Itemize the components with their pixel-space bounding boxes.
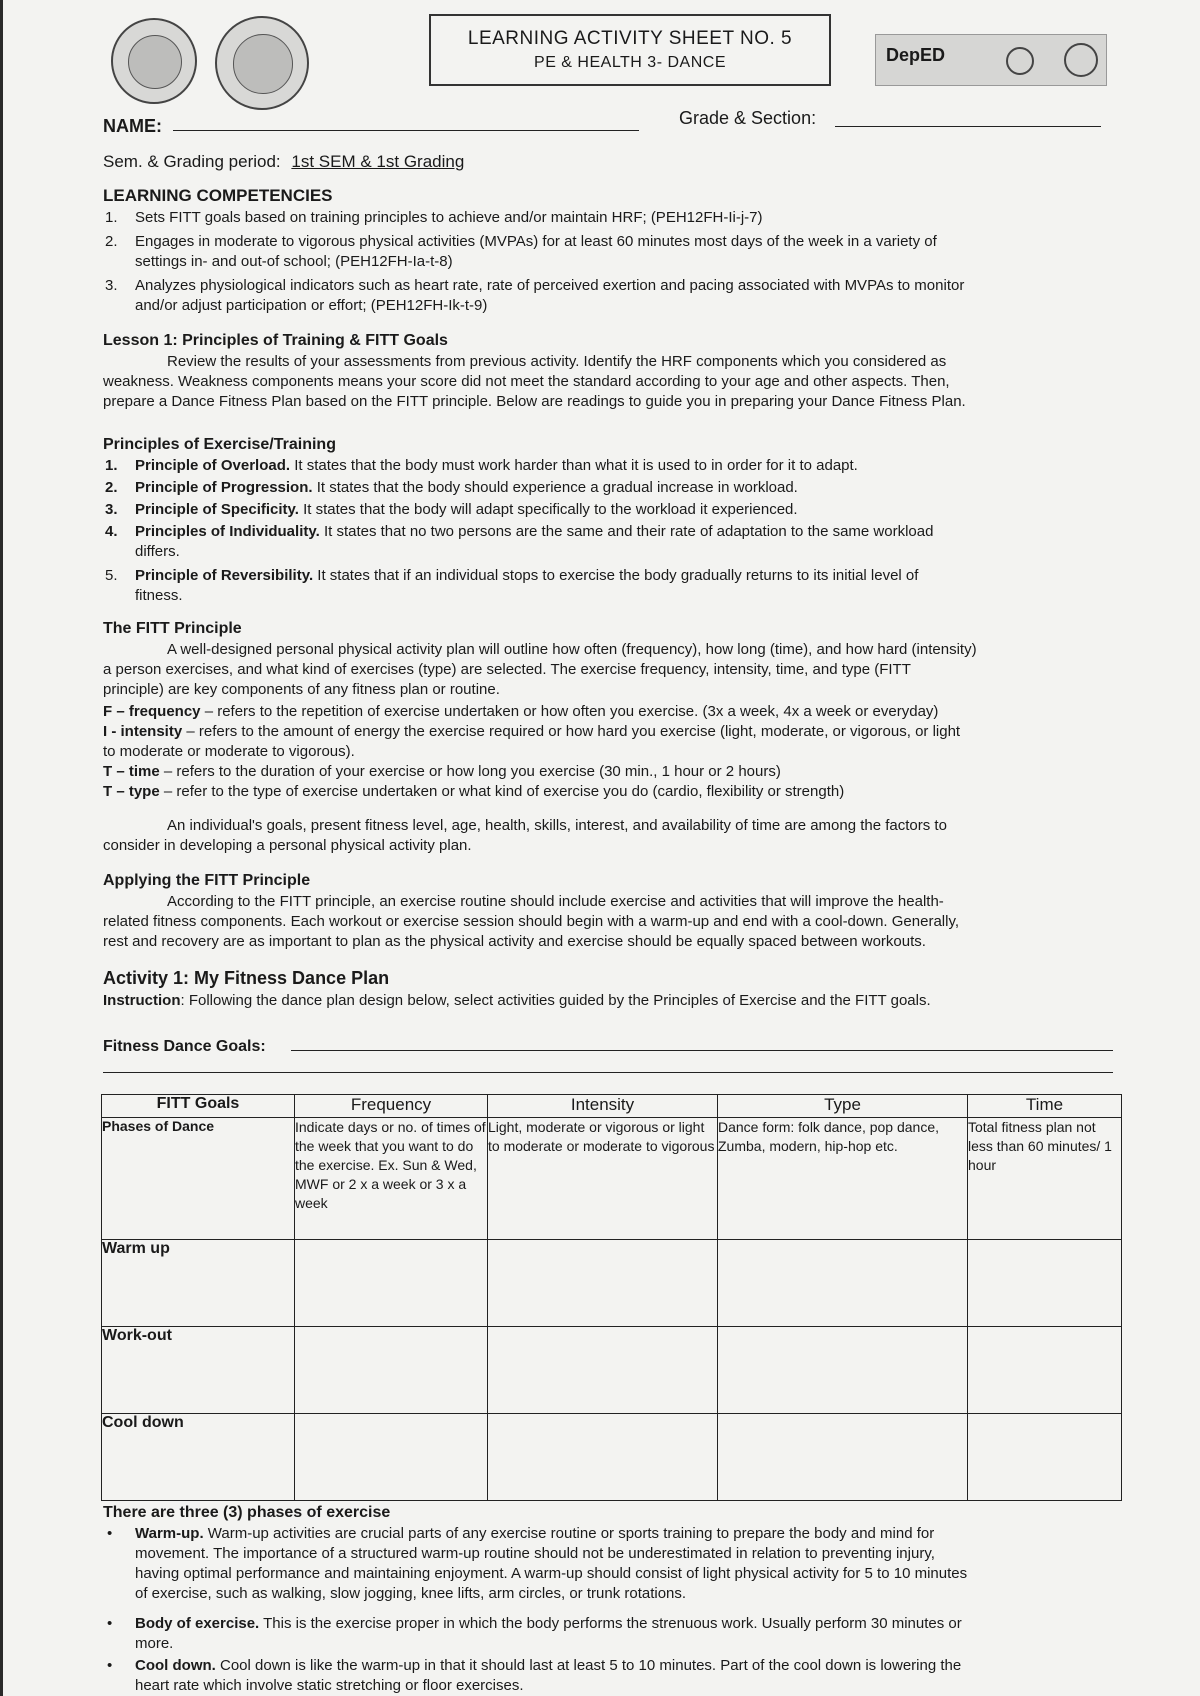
fitt-def-time: T – time – refers to the duration of your exercise or how long you exercise (30 min., 1 hour or 2 hours) xyxy=(103,763,781,780)
competency-item: 1. Sets FITT goals based on training principles to achieve and/or maintain HRF; (PEH12FH-Ii-j-7) xyxy=(105,209,763,226)
intensity-description: Light, moderate or vigorous or light to moderate or moderate to vigorous xyxy=(488,1118,718,1240)
principle-item: 1. Principle of Overload. It states that the body must work harder than what it is used to in order for it to adapt. xyxy=(105,457,858,474)
sheet-subtitle: PE & HEALTH 3- DANCE xyxy=(534,54,726,71)
table-cell-input[interactable] xyxy=(295,1327,488,1414)
table-header-row xyxy=(102,1095,1122,1118)
competencies-heading: LEARNING COMPETENCIES xyxy=(103,186,333,205)
table-row-descriptions xyxy=(102,1118,1122,1240)
principles-heading: Principles of Exercise/Training xyxy=(103,436,336,453)
time-description: Total fitness plan not less than 60 minutes/ 1 hour xyxy=(968,1118,1122,1240)
phases-of-dance-label: Phases of Dance xyxy=(102,1118,295,1240)
fitt-def-frequency: F – frequency – refers to the repetition of exercise undertaken or how often you exercise. (3x a week, 4x a week or everyday) xyxy=(103,703,939,720)
fitness-goals-field[interactable] xyxy=(291,1050,1113,1051)
principle-item: 3. Principle of Specificity. It states that the body will adapt specifically to the workload it experienced. xyxy=(105,501,798,518)
sheet-title: LEARNING ACTIVITY SHEET NO. 5 xyxy=(467,28,793,49)
fitt-closing: An individual's goals, present fitness level, age, health, skills, interest, and availability of time are among the factors to consider in developing a personal physical activity plan. xyxy=(103,817,947,854)
lesson-heading: Lesson 1: Principles of Training & FITT Goals xyxy=(103,332,448,349)
row-label-work-out: Work-out xyxy=(102,1327,295,1414)
fitness-goals-field-line2[interactable] xyxy=(103,1072,1113,1073)
table-header: Frequency xyxy=(295,1095,488,1118)
type-description: Dance form: folk dance, pop dance, Zumba, modern, hip-hop etc. xyxy=(718,1118,968,1240)
activity-instruction: Instruction: Following the dance plan design below, select activities guided by the Principles of Exercise and the FITT goals. xyxy=(103,992,931,1009)
fitness-goals-label: Fitness Dance Goals: xyxy=(103,1038,266,1055)
badge-icon xyxy=(1006,47,1034,75)
grade-section-field[interactable] xyxy=(835,126,1101,127)
activity-heading: Activity 1: My Fitness Dance Plan xyxy=(103,968,390,988)
table-header: Time xyxy=(968,1095,1122,1118)
table-cell-input[interactable] xyxy=(488,1240,718,1327)
deped-logo-banner xyxy=(875,34,1107,86)
table-cell-input[interactable] xyxy=(968,1414,1122,1501)
fitt-def-intensity: I - intensity – refers to the amount of energy the exercise required or how hard you exercise (light, moderate, or vigorous, or light xyxy=(103,723,961,740)
table-cell-input[interactable] xyxy=(295,1240,488,1327)
sem-value: 1st SEM & 1st Grading xyxy=(291,152,465,171)
table-row xyxy=(102,1327,1122,1414)
phases-heading: There are three (3) phases of exercise xyxy=(103,1504,391,1521)
frequency-description: Indicate days or no. of times of the week that you want to do the exercise. Ex. Sun & Wed, MWF or 2 x a week or 3 x a week xyxy=(295,1118,488,1240)
fitt-intro: A well-designed personal physical activity plan will outline how often (frequency), how long (time), and how hard (intensity) a person exercises, and what kind of exercises (type) are selected. The exercise frequency, intensity, time, and type (FITT principle) are key components of any fitness plan or routine. xyxy=(103,641,977,698)
sheet-title-box xyxy=(429,14,831,86)
principle-item: 5. Principle of Reversibility. It states that if an individual stops to exercise the body gradually returns to its initial level of fitness. xyxy=(105,567,919,604)
row-label-warm-up: Warm up xyxy=(102,1240,295,1327)
competency-item: 3. Analyzes physiological indicators such as heart rate, rate of perceived exertion and pacing associated with MVPAs to monitor and/or adjust participation or effort; (PEH12FH-Ik-t-9) xyxy=(105,277,965,314)
deped-logo-text: DepED xyxy=(886,45,946,65)
competency-item: 2. Engages in moderate to vigorous physical activities (MVPAs) for at least 60 minutes most days of the week in a variety of settings in- and out-of school; (PEH12FH-Ia-t-8) xyxy=(105,233,937,270)
phase-item-warm-up: • Warm-up. Warm-up activities are crucial parts of any exercise routine or sports training to prepare the body and mind for movement. The importance of a structured warm-up routine should not be underestimated in relation to preventing injury, having optimal performance and maintaining enjoyment. A warm-up should consist of light physical activity for 5 to 10 minutes of exercise, such as walking, slow jogging, knee lifts, arm circles, or trunk rotations. xyxy=(107,1525,968,1602)
principle-item: 4. Principles of Individuality. It states that no two persons are the same and their rate of adaptation to the same workload differs. xyxy=(105,523,934,560)
table-header: Type xyxy=(718,1095,968,1118)
name-field[interactable] xyxy=(173,130,639,131)
table-cell-input[interactable] xyxy=(718,1414,968,1501)
deped-seal-logo xyxy=(111,18,197,104)
phase-item-cool-down: • Cool down. Cool down is like the warm-up in that it should last at least 5 to 10 minutes. Part of the cool down is lowering the heart rate which involve static stretching or floor exercises. xyxy=(107,1657,962,1694)
fitt-definitions: F – frequency – refers to the repetition of exercise undertaken or how often you exercise. (3x a week, 4x a week or everyday) I - intensity – refers to the amount of energy the exercise required or how hard you exercise (light, moderate, or vigorous, or light to moderate or moderate to vigorous). T – time – refers to the duration of your exercise or how long you exercise (30 min., 1 hour or 2 hours) T – type – refer to the type of exercise undertaken or what kind of exercise you do (cardio, flexibility or strength) xyxy=(103,703,961,800)
table-header: Intensity xyxy=(488,1095,718,1118)
fitt-def-type: T – type – refer to the type of exercise undertaken or what kind of exercise you do (cardio, flexibility or strength) xyxy=(103,783,845,800)
table-cell-input[interactable] xyxy=(968,1327,1122,1414)
table-cell-input[interactable] xyxy=(295,1414,488,1501)
applying-paragraph: According to the FITT principle, an exercise routine should include exercise and activities that will improve the health- related fitness components. Each workout or exercise session should begin with a warm-up and end with a cool-down. Generally, rest and recovery are as important to plan as the physical activity and exercise should be equally spaced between workouts. xyxy=(103,893,960,950)
row-label-cool-down: Cool down xyxy=(102,1414,295,1501)
applying-heading: Applying the FITT Principle xyxy=(103,872,311,889)
table-cell-input[interactable] xyxy=(718,1327,968,1414)
table-row xyxy=(102,1414,1122,1501)
phase-item-body-of-exercise: • Body of exercise. This is the exercise proper in which the body performs the strenuous work. Usually perform 30 minutes or more. xyxy=(107,1615,962,1652)
principle-item: 2. Principle of Progression. It states that the body should experience a gradual increase in workload. xyxy=(105,479,798,496)
table-cell-input[interactable] xyxy=(718,1240,968,1327)
table-cell-input[interactable] xyxy=(488,1327,718,1414)
fitness-plan-table xyxy=(101,1094,1122,1501)
school-seal-logo xyxy=(215,16,309,110)
name-label: NAME: xyxy=(103,116,162,136)
sem-label: Sem. & Grading period: xyxy=(103,152,281,171)
lesson-paragraph: Review the results of your assessments from previous activity. Identify the HRF components which you considered as weakness. Weakness components means your score did not meet the standard according to your age and other aspects. Then, prepare a Dance Fitness Plan based on the FITT principle. Below are readings to guide you in preparing your Dance Fitness Plan. xyxy=(103,353,966,410)
table-row xyxy=(102,1240,1122,1327)
table-header: FITT Goals xyxy=(102,1095,295,1118)
fitt-heading: The FITT Principle xyxy=(103,620,242,637)
grade-section-label: Grade & Section: xyxy=(679,108,817,128)
table-cell-input[interactable] xyxy=(488,1414,718,1501)
emblem-icon xyxy=(1064,43,1098,77)
table-cell-input[interactable] xyxy=(968,1240,1122,1327)
